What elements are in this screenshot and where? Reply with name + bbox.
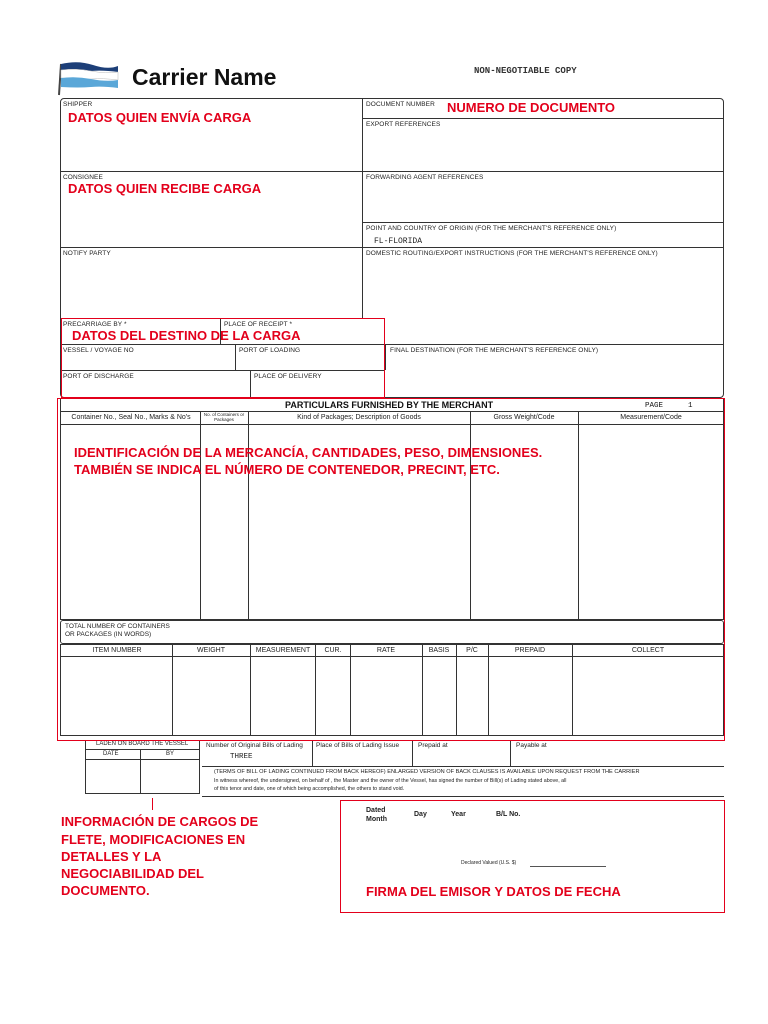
annotation-freight-line-1: INFORMACIÓN DE CARGOS DE [61, 814, 259, 829]
col-divider [412, 740, 413, 766]
export-references-label: EXPORT REFERENCES [366, 121, 441, 128]
charges-col-pc: P/C [466, 647, 478, 654]
consignee-label: CONSIGNEE [63, 174, 103, 181]
annotation-freight-line-5: DOCUMENTO. [61, 883, 150, 898]
row-divider [85, 749, 200, 750]
charges-col-rate: RATE [376, 647, 396, 654]
vessel-label: VESSEL / VOYAGE NO [63, 347, 134, 354]
charges-col-item: ITEM NUMBER [92, 647, 142, 654]
by-label: BY [166, 751, 175, 757]
place-delivery-label: PLACE OF DELIVERY [254, 373, 322, 380]
col-divider [510, 740, 511, 766]
port-loading-label: PORT OF LOADING [239, 347, 301, 354]
annotation-goods-line-1: IDENTIFICACIÓN DE LA MERCANCÍA, CANTIDADES, PESO, DIMENSIONES. [74, 445, 543, 460]
charges-col-cur: CUR. [324, 647, 342, 654]
document-number-label: DOCUMENT NUMBER [366, 101, 435, 108]
precarriage-label: PRECARRIAGE BY * [63, 321, 127, 328]
page-label: PAGE [645, 402, 664, 410]
num-originals-value: THREE [230, 753, 253, 761]
row-divider [202, 766, 724, 767]
annotation-freight-connector [152, 798, 153, 810]
payable-at-label: Payable at [516, 742, 547, 749]
bl-no-label: B/L No. [496, 811, 521, 818]
shipper-label: SHIPPER [63, 101, 93, 108]
final-destination-label: FINAL DESTINATION (FOR THE MERCHANT'S REFERENCE ONLY) [390, 347, 599, 354]
point-origin-value: FL-FLORIDA [374, 237, 423, 246]
day-label: Day [414, 811, 427, 818]
row-divider [362, 222, 724, 223]
col-weight-header: Gross Weight/Code [493, 414, 555, 421]
terms-line-3: of this tenor and date, one of which being accomplished, the others to stand void. [214, 786, 405, 792]
annotation-shipper: DATOS QUIEN ENVÍA CARGA [68, 110, 252, 125]
row-divider [60, 247, 724, 248]
domestic-routing-label: DOMESTIC ROUTING/EXPORT INSTRUCTIONS (FOR THE MERCHANT'S REFERENCE ONLY) [366, 250, 658, 257]
place-issue-label: Place of Bills of Lading Issue [316, 742, 400, 749]
annotation-consignee: DATOS QUIEN RECIBE CARGA [68, 181, 262, 196]
row-divider [85, 759, 200, 760]
prepaid-at-label: Prepaid at [418, 742, 448, 749]
num-originals-label: Number of Original Bills of Lading [206, 742, 303, 749]
forwarding-agent-label: FORWARDING AGENT REFERENCES [366, 174, 484, 181]
page-number: 1 [688, 402, 693, 410]
charges-col-weight: WEIGHT [197, 647, 225, 654]
total-packages-label-1: TOTAL NUMBER OF CONTAINERS [65, 623, 170, 630]
row-divider [362, 118, 724, 119]
col-measurement-header: Measurement/Code [620, 414, 682, 421]
port-discharge-label: PORT OF DISCHARGE [63, 373, 134, 380]
carrier-flag-logo [58, 60, 120, 96]
point-origin-label: POINT AND COUNTRY OF ORIGIN (FOR THE MERCHANT'S REFERENCE ONLY) [366, 225, 617, 232]
month-label: Month [366, 816, 387, 823]
dated-label: Dated [366, 807, 386, 814]
upper-divider [362, 98, 363, 318]
annotation-doc-number: NUMERO DE DOCUMENTO [447, 100, 616, 115]
annotation-signature: FIRMA DEL EMISOR Y DATOS DE FECHA [366, 884, 621, 899]
particulars-title: PARTICULARS FURNISHED BY THE MERCHANT [285, 400, 494, 410]
annotation-destination: DATOS DEL DESTINO DE LA CARGA [72, 328, 301, 343]
annotation-goods-line-2: TAMBIÉN SE INDICA EL NÚMERO DE CONTENEDOR, PRECINT, ETC. [74, 462, 500, 477]
annotation-freight-line-2: FLETE, MODIFICACIONES EN [61, 832, 246, 847]
col-num-containers-header: No. of Containers or Packages [203, 412, 245, 422]
terms-line-1: (TERMS OF BILL OF LADING CONTINUED FROM BACK HEREOF) ENLARGED VERSION OF BACK CLAUSES IS AVAILABLE UPON REQUEST FROM THE CARRIER [214, 769, 640, 775]
notify-party-label: NOTIFY PARTY [63, 250, 111, 257]
col-divider [140, 749, 141, 794]
col-divider [385, 344, 386, 370]
row-divider [202, 796, 724, 797]
annotation-freight-line-4: NEGOCIABILIDAD DEL [61, 866, 204, 881]
year-label: Year [451, 811, 466, 818]
declared-value-label: Declared Valued (U.S. $) [461, 860, 517, 866]
copy-type-label: NON-NEGOTIABLE COPY [474, 66, 577, 76]
carrier-name: Carrier Name [132, 64, 277, 90]
col-divider [312, 740, 313, 766]
col-kind-header: Kind of Packages; Description of Goods [297, 414, 421, 421]
laden-label: LADEN ON BOARD THE VESSEL [96, 741, 189, 747]
place-receipt-label: PLACE OF RECEIPT * [224, 321, 293, 328]
date-label: DATE [103, 751, 119, 757]
charges-col-prepaid: PREPAID [514, 647, 546, 654]
charges-col-basis: BASIS [428, 647, 450, 654]
col-container-header: Container No., Seal No., Marks & No's [71, 414, 191, 421]
row-divider [60, 171, 724, 172]
total-packages-label-2: OR PACKAGES (IN WORDS) [65, 631, 152, 638]
charges-col-measurement: MEASUREMENT [255, 647, 311, 654]
annotation-freight-line-3: DETALLES Y LA [61, 849, 162, 864]
charges-col-collect: COLLECT [631, 647, 665, 654]
terms-line-2: In witness whereof, the undersigned, on behalf of , the Master and the owner of the Vessel, has signed the number of Bill(s) of Lading stated above, all [214, 778, 567, 784]
